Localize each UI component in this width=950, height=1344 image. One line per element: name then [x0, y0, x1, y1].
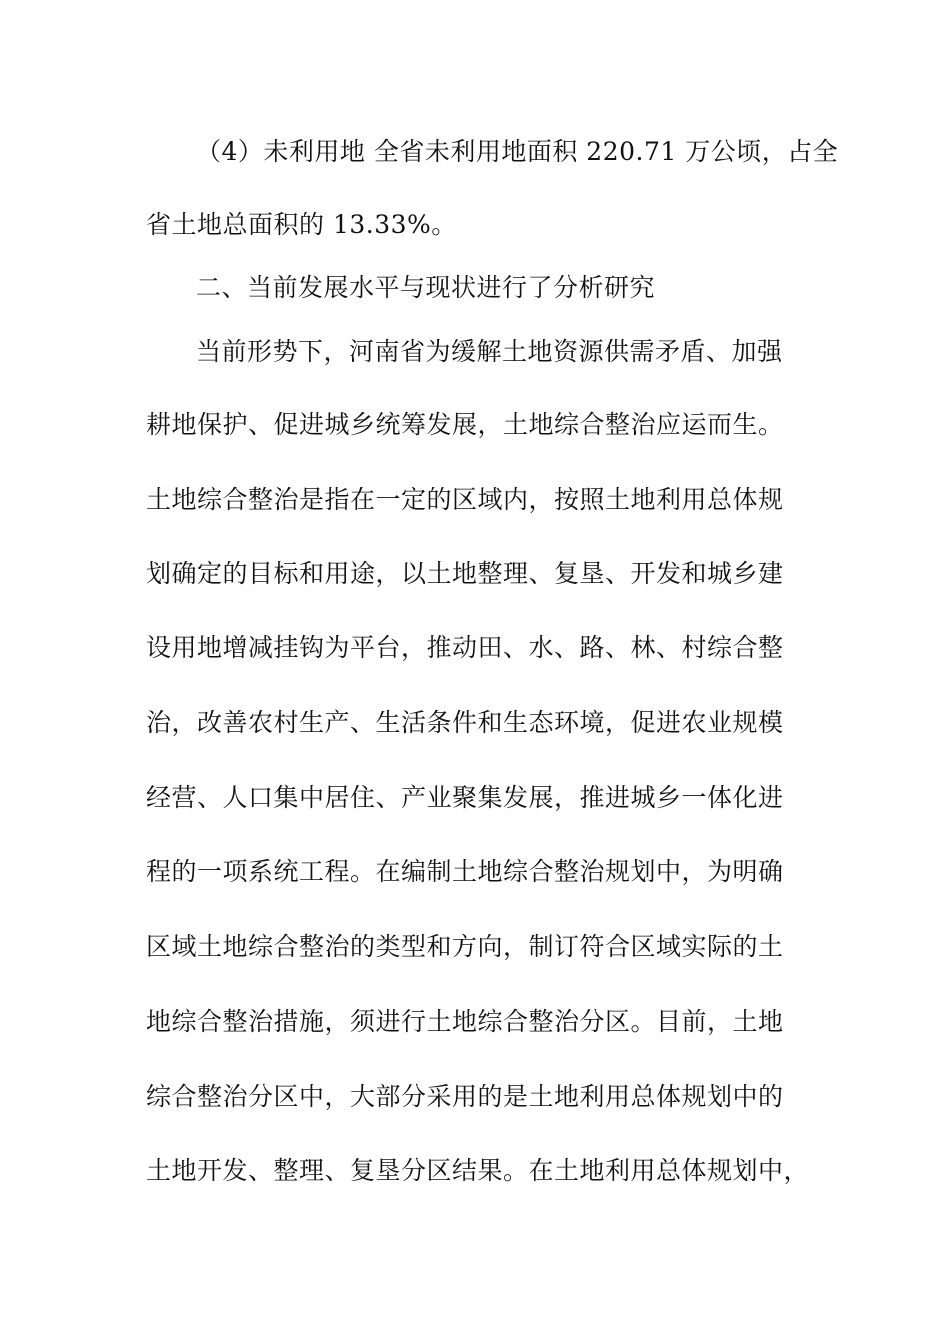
- paragraph-line: 省土地总面积的 13.33%。: [146, 210, 457, 239]
- paragraph-line: 程的一项系统工程。在编制土地综合整治规划中，为明确: [146, 857, 784, 886]
- paragraph-line: 土地综合整治是指在一定的区域内，按照土地利用总体规: [146, 485, 784, 514]
- section-heading: 二、当前发展水平与现状进行了分析研究: [196, 273, 656, 302]
- paragraph-line: 综合整治分区中，大部分采用的是土地利用总体规划中的: [146, 1082, 784, 1111]
- paragraph-line: 划确定的目标和用途，以土地整理、复垦、开发和城乡建: [146, 559, 784, 588]
- paragraph-line: 地综合整治措施，须进行土地综合整治分区。目前，土地: [146, 1007, 784, 1036]
- paragraph-line: 治，改善农村生产、生活条件和生态环境，促进农业规模: [146, 708, 784, 737]
- paragraph-line: 当前形势下，河南省为缓解土地资源供需矛盾、加强: [196, 337, 783, 366]
- paragraph-line: （4）未利用地 全省未利用地面积 220.71 万公顷，占全: [196, 137, 839, 166]
- paragraph-line: 耕地保护、促进城乡统筹发展，土地综合整治应运而生。: [146, 410, 784, 439]
- paragraph-line: 土地开发、整理、复垦分区结果。在土地利用总体规划中，: [146, 1156, 810, 1185]
- paragraph-line: 设用地增减挂钩为平台，推动田、水、路、林、村综合整: [146, 633, 784, 662]
- paragraph-line: 经营、人口集中居住、产业聚集发展，推进城乡一体化进: [146, 783, 784, 812]
- paragraph-line: 区域土地综合整治的类型和方向，制订符合区域实际的土: [146, 932, 784, 961]
